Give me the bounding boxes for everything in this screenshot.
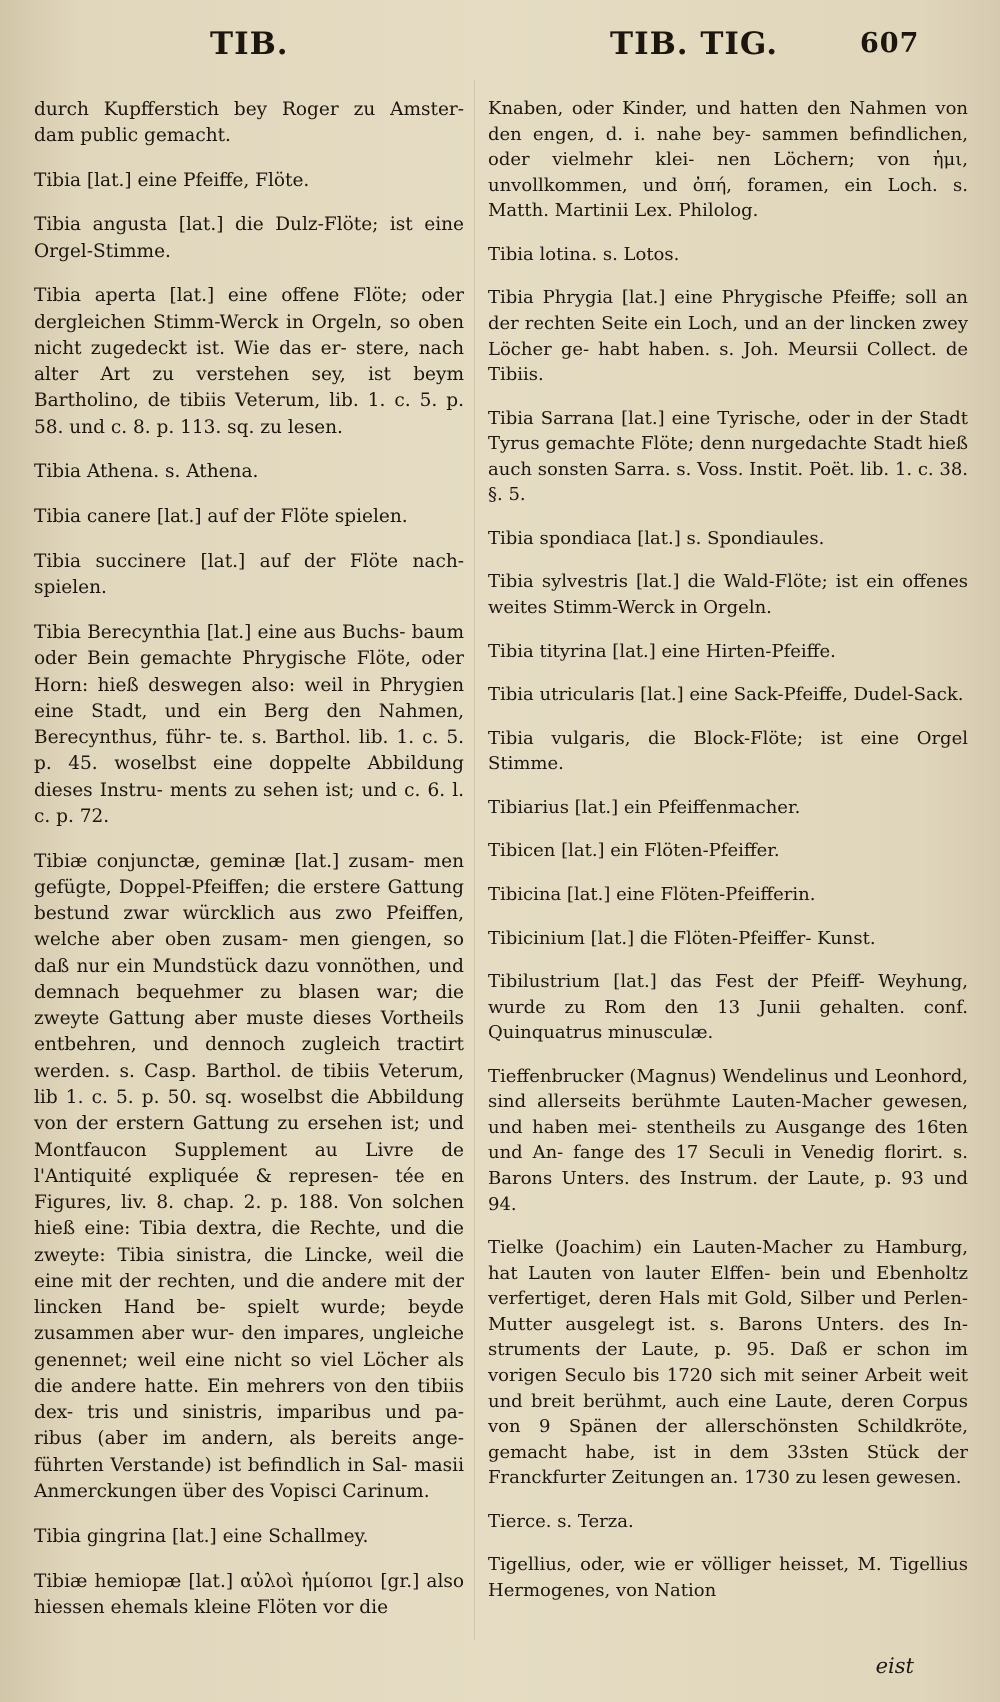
entry-tibiae-conjunctae: Tibiæ conjunctæ, geminæ [lat.] zusam- men gefügte, Doppel-Pfeiffen; die erstere Gattung bestund zwar würcklich aus zwo Pfeiffen, welche aber oben zusam- men giengen, so daß nur ein Mundstück dazu vonnöthen, und demnach bequehmer zu blasen war; die zweyte Gattung aber muste dieses Vortheils entbehren, und dennoch zugleich tractirt werden. s. Casp. Barthol. de tibiis Veterum, lib 1. c. 5. p. 50. sq. woselbst die Abbildung von der erstern Gattung zu ersehen ist; und Montfaucon Supplement au Livre de l'Antiquité expliquée & represen- tée en Figures, liv. 8. chap. 2. p. 188. Von solchen hieß eine: Tibia dextra, die Rechte, und die zweyte: Tibia sinistra, die Lincke, weil die eine mit der rechten, und die andere mit der lincken Hand be- spielt wurde; beyde zusammen aber wur- den impares, ungleiche genennet; weil eine nicht so viel Löcher als die andere hatte. Ein mehrers von den tibiis dex- tris und sinistris, imparibus und pa- ribus (aber im andern, als bereits ange- führten Verstande) ist befindlich in Sal- masii Anmerckungen über des Vopisci Carinum. bbox=[34, 850, 464, 1502]
header-left-keyword: TIB. bbox=[210, 26, 289, 62]
right-column bbox=[488, 78, 968, 1609]
entry-tibia: Tibia [lat.] eine Pfeiffe, Flöte. bbox=[34, 169, 310, 191]
entry-tibia-tityrina: Tibia tityrina [lat.] eine Hirten-Pfeiffe. bbox=[488, 640, 836, 662]
entry-tibia-athena: Tibia Athena. s. Athena. bbox=[34, 461, 259, 483]
entry-tibia-phrygia: Tibia Phrygia [lat.] eine Phrygische Pfeiffe; soll an der rechten Seite ein Loch, und an der lincken zwey Löcher ge- habt haben. s. Joh. Meursii Collect. de Tibiis. bbox=[488, 287, 968, 386]
entry-tibia-berecynthia: Tibia Berecynthia [lat.] eine aus Buchs- baum oder Bein gemachte Phrygische Flöte, oder Horn: hieß deswegen also: weil in Phrygien eine Stadt, und ein Berg den Nahmen, Berecynthus, führ- te. s. Barthol. lib. 1. c. 5. p. 45. woselbst eine doppelte Abbildung dieses Instru- ments zu sehen ist; und c. 6. l. c. p. 72. bbox=[34, 621, 464, 827]
entry-tibia-vulgaris: Tibia vulgaris, die Block-Flöte; ist eine Orgel Stimme. bbox=[488, 727, 968, 775]
entry-tibia-gingrina: Tibia gingrina [lat.] eine Schallmey. bbox=[34, 1525, 369, 1547]
entry-continuation: Knaben, oder Kinder, und hatten den Nahmen von den engen, d. i. nahe bey- sammen befindlichen, oder vielmehr klei- nen Löchern; von ἡμι, unvollkommen, und ὀπή, foramen, ein Loch. s. Matth. Martinii Lex. Philolog. bbox=[488, 98, 968, 222]
entry-tibilustrium: Tibilustrium [lat.] das Fest der Pfeiff- Weyhung, wurde zu Rom den 13 Junii gehalten. conf. Quinquatrus minusculæ. bbox=[488, 971, 968, 1044]
entry-tibia-spondiaca: Tibia spondiaca [lat.] s. Spondiaules. bbox=[488, 527, 825, 549]
left-column bbox=[34, 78, 464, 1627]
entry-tibia-sylvestris: Tibia sylvestris [lat.] die Wald-Flöte; ist ein offenes weites Stimm-Werck in Orgeln. bbox=[488, 571, 968, 618]
page-number: 607 bbox=[860, 28, 920, 59]
entry-tigellius: Tigellius, oder, wie er völliger heisset, M. Tigellius Hermogenes, von Nation bbox=[488, 1554, 968, 1601]
column-divider bbox=[474, 80, 475, 1640]
entry-tibiarius: Tibiarius [lat.] ein Pfeiffenmacher. bbox=[488, 796, 801, 818]
entry-tibia-utricularis: Tibia utricularis [lat.] eine Sack-Pfeiffe, Dudel-Sack. bbox=[488, 684, 964, 706]
entry-tierce: Tierce. s. Terza. bbox=[488, 1510, 634, 1532]
entry-tibiae-hemiopae: Tibiæ hemiopæ [lat.] αὐλοὶ ἡμίοποι [gr.] also hiessen ehemals kleine Flöten vor die bbox=[34, 1570, 464, 1618]
entry-tibia-lotina: Tibia lotina. s. Lotos. bbox=[488, 243, 680, 265]
entry-tibicina: Tibicina [lat.] eine Flöten-Pfeifferin. bbox=[488, 883, 816, 905]
entry-tibia-angusta: Tibia angusta [lat.] die Dulz-Flöte; ist eine Orgel-Stimme. bbox=[34, 214, 464, 262]
entry-tielke: Tielke (Joachim) ein Lauten-Macher zu Hamburg, hat Lauten von lauter Elffen- bein und Ebenholtz verfertiget, deren Hals mit Gold, Silber und Perlen-Mutter ausgelegt ist. s. Barons Unters. des In- struments der Laute, p. 95. Daß er schon im vorigen Seculo bis 1720 sich mit seiner Arbeit weit und breit berühmt, auch eine Laute, deren Corpus von 9 Spänen der allerschönsten Schildkröte, gemacht habe, ist in dem 33sten Stück der Franckfurter Zeitungen an. 1730 zu lesen gewesen. bbox=[488, 1237, 968, 1489]
entry-tibia-succinere: Tibia succinere [lat.] auf der Flöte nach- spielen. bbox=[34, 550, 464, 599]
entry-tibicen: Tibicen [lat.] ein Flöten-Pfeiffer. bbox=[488, 840, 780, 862]
running-header bbox=[0, 22, 1000, 68]
entry-tieffenbrucker: Tieffenbrucker (Magnus) Wendelinus und Leonhord, sind allerseits berühmte Lauten-Macher gewesen, und haben mei- stentheils zu Ausgange des 16ten und An- fange des 17 Seculi in Venedig florirt. s. Barons Unters. des Instrum. der Laute, p. 93 und 94. bbox=[488, 1065, 968, 1215]
header-right-keywords: TIB. TIG. bbox=[610, 26, 779, 62]
entry-tibia-canere: Tibia canere [lat.] auf der Flöte spielen. bbox=[34, 506, 408, 528]
entry-tibia-sarrana: Tibia Sarrana [lat.] eine Tyrische, oder in der Stadt Tyrus gemachte Flöte; denn nurgedachte Stadt hieß auch sonsten Sarra. s. Voss. Instit. Poët. lib. 1. c. 38. §. 5. bbox=[488, 407, 968, 506]
entry-text: durch Kupfferstich bey Roger zu Amster- dam public gemacht. bbox=[34, 98, 464, 146]
entry-tibicinium: Tibicinium [lat.] die Flöten-Pfeiffer- Kunst. bbox=[488, 927, 876, 949]
catchword: eist bbox=[875, 1654, 914, 1678]
entry-tibia-aperta: Tibia aperta [lat.] eine offene Flöte; oder dergleichen Stimm-Werck in Orgeln, so oben nicht zugedeckt ist. Wie das er- stere, nach alter Art zu verstehen sey, ist beym Bartholino, de tibiis Veterum, lib. 1. c. 5. p. 58. und c. 8. p. 113. sq. zu lesen. bbox=[34, 285, 464, 438]
